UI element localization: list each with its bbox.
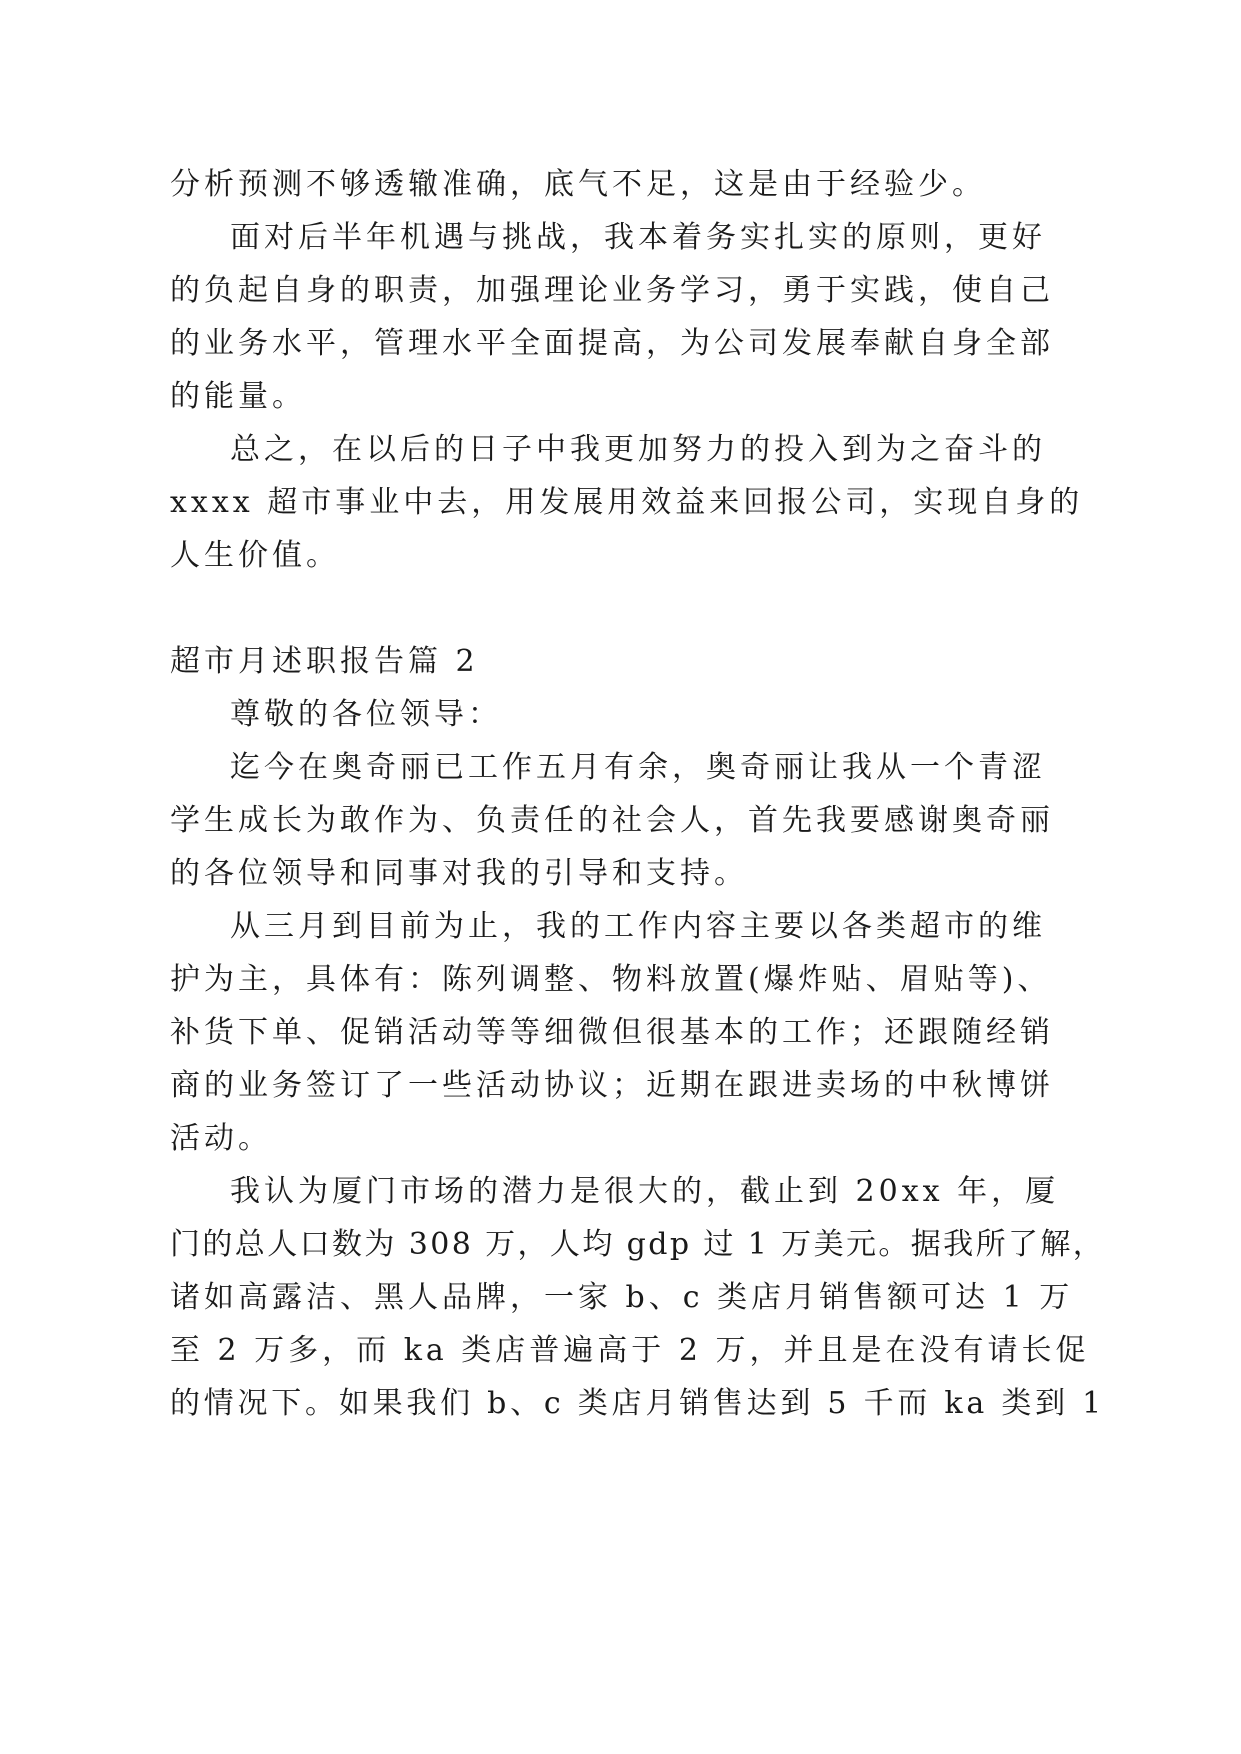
- paragraph-line: [0, 1331, 1241, 1371]
- line-text: 的情况下。如果我们 b、c 类店月销售达到 5 千而 ka 类到 1: [170, 1386, 1105, 1421]
- section-heading: [0, 642, 1241, 682]
- paragraph-line: [0, 377, 1241, 417]
- paragraph-first-line: [0, 430, 1241, 470]
- paragraph-line: [0, 960, 1241, 1000]
- heading-text: 超市月述职报告篇 2: [170, 644, 479, 679]
- line-text: 学生成长为敢作为、负责任的社会人，首先我要感谢奥奇丽: [170, 803, 1054, 838]
- paragraph-first-line: [0, 907, 1241, 947]
- paragraph-first-line: [0, 1172, 1241, 1212]
- line-text: 的业务水平，管理水平全面提高，为公司发展奉献自身全部: [170, 326, 1054, 361]
- line-text: 商的业务签订了一些活动协议；近期在跟进卖场的中秋博饼: [170, 1068, 1054, 1103]
- paragraph-line: [0, 1384, 1241, 1424]
- line-text: 的能量。: [170, 379, 306, 414]
- line-text: 我认为厦门市场的潜力是很大的，截止到 20xx 年，厦: [230, 1174, 1060, 1209]
- line-text: 门的总人口数为 308 万，人均 gdp 过 1 万美元。据我所了解，: [170, 1227, 1106, 1262]
- line-text: 迄今在奥奇丽已工作五月有余，奥奇丽让我从一个青涩: [230, 750, 1046, 785]
- line-text: 诸如高露洁、黑人品牌，一家 b、c 类店月销售额可达 1 万: [170, 1280, 1074, 1315]
- paragraph-line: [0, 165, 1241, 205]
- paragraph-line: [0, 483, 1241, 523]
- line-text: 从三月到目前为止，我的工作内容主要以各类超市的维: [230, 909, 1046, 944]
- paragraph-line: [0, 536, 1241, 576]
- line-text: 尊敬的各位领导：: [230, 697, 502, 732]
- paragraph-first-line: [0, 218, 1241, 258]
- line-text: 补货下单、促销活动等等细微但很基本的工作；还跟随经销: [170, 1015, 1054, 1050]
- paragraph-line: [0, 801, 1241, 841]
- line-text: 护为主，具体有：陈列调整、物料放置(爆炸贴、眉贴等)、: [170, 962, 1052, 997]
- line-text: xxxx 超市事业中去，用发展用效益来回报公司，实现自身的: [170, 485, 1084, 520]
- line-text: 活动。: [170, 1121, 272, 1156]
- line-text: 面对后半年机遇与挑战，我本着务实扎实的原则，更好: [230, 220, 1046, 255]
- salutation-line: [0, 695, 1241, 735]
- line-text: 人生价值。: [170, 538, 340, 573]
- line-text: 的负起自身的职责，加强理论业务学习，勇于实践，使自己: [170, 273, 1054, 308]
- line-text: 总之，在以后的日子中我更加努力的投入到为之奋斗的: [230, 432, 1046, 467]
- paragraph-line: [0, 324, 1241, 364]
- paragraph-line: [0, 1066, 1241, 1106]
- paragraph-first-line: [0, 748, 1241, 788]
- line-text: 分析预测不够透辙准确，底气不足，这是由于经验少。: [170, 167, 986, 202]
- line-text: 至 2 万多，而 ka 类店普遍高于 2 万，并且是在没有请长促: [170, 1333, 1090, 1368]
- paragraph-line: [0, 1225, 1241, 1265]
- paragraph-line: [0, 1278, 1241, 1318]
- paragraph-line: [0, 854, 1241, 894]
- paragraph-line: [0, 271, 1241, 311]
- paragraph-line: [0, 1013, 1241, 1053]
- line-text: 的各位领导和同事对我的引导和支持。: [170, 856, 748, 891]
- paragraph-line: [0, 1119, 1241, 1159]
